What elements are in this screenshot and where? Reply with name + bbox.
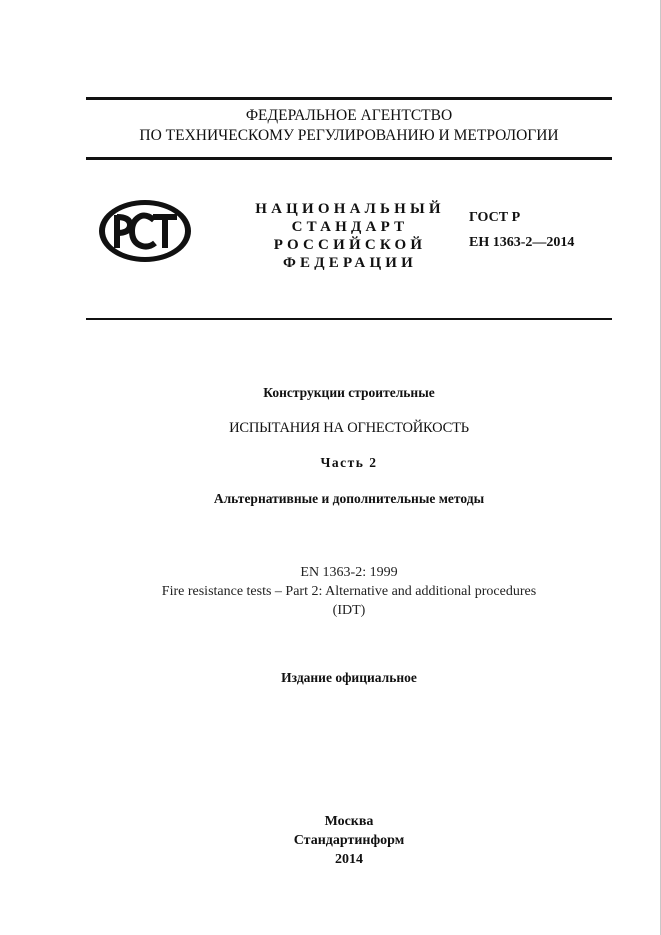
agency-name [66,106,632,146]
header-top-rule [86,97,612,100]
source-standard-title: Fire resistance tests – Part 2: Alternative and additional procedures [161,584,537,599]
standard-type-line-3: РОССИЙСКОЙ [273,237,427,253]
standard-type [240,200,460,272]
rst-certification-mark-icon [97,198,193,264]
agency-line-2: ПО ТЕХНИЧЕСКОМУ РЕГУЛИРОВАНИЮ И МЕТРОЛОГИИ [139,127,559,144]
document-title: ИСПЫТАНИЯ НА ОГНЕСТОЙКОСТЬ [229,420,469,436]
imprint-city: Москва [324,814,374,829]
standard-designation [469,205,574,255]
source-standard-degree: (IDT) [332,603,366,618]
imprint-publisher: Стандартинформ [293,833,405,848]
designation-line-2: ЕН 1363-2—2014 [469,235,575,250]
part-number: Часть 2 [320,455,378,470]
document-subtitle: Конструкции строительные [263,385,435,400]
source-standard-number: EN 1363-2: 1999 [300,565,398,580]
source-standard [0,563,661,620]
standard-type-line-2: СТАНДАРТ [291,219,409,235]
standard-type-line-1: НАЦИОНАЛЬНЫЙ [255,201,445,217]
agency-line-1: ФЕДЕРАЛЬНОЕ АГЕНТСТВО [245,107,453,124]
designation-line-1: ГОСТ Р [469,210,521,225]
imprint-year: 2014 [335,852,363,867]
edition-note: Издание официальное [281,670,417,685]
part-title: Альтернативные и дополнительные методы [213,491,485,506]
standard-type-line-4: ФЕДЕРАЦИИ [282,255,418,271]
header-bottom-rule [86,157,612,160]
imprint [0,812,661,869]
masthead-bottom-rule [86,318,612,320]
